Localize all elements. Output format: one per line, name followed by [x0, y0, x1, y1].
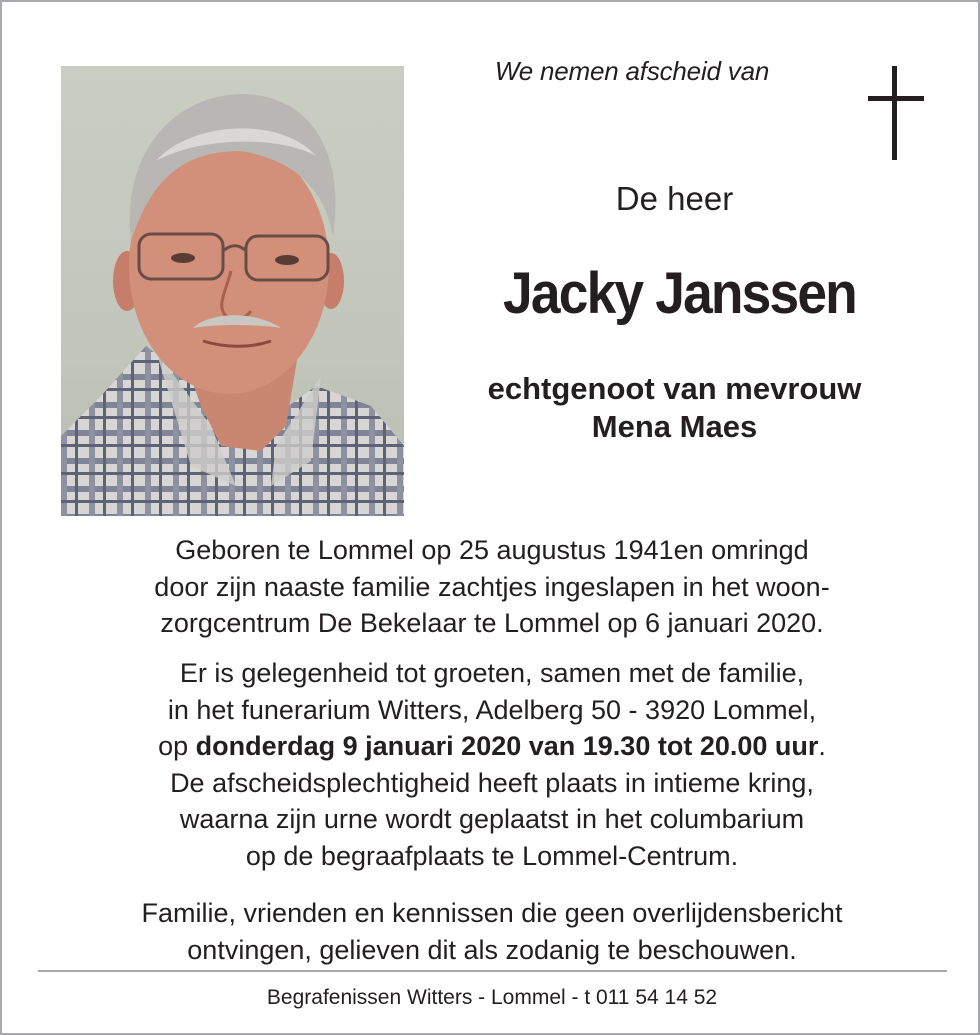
notice-paragraph: [42, 895, 942, 968]
funeral-home-footer: Begrafenissen Witters - Lommel - t 011 54 14 52: [266, 986, 718, 1009]
portrait-photo: [61, 66, 404, 516]
paragraph-line: [42, 728, 942, 765]
paragraph-line: De afscheidsplechtigheid heeft plaats in intieme kring,: [170, 767, 814, 798]
spouse-info: [442, 370, 907, 446]
divider: [38, 970, 947, 972]
paragraph-line: in het funerarium Witters, Adelberg 50 - 3920 Lommel,: [167, 694, 817, 725]
cross-icon: [868, 66, 924, 160]
portrait-image: [61, 66, 404, 516]
paragraph-line: door zijn naaste familie zachtjes ingeslapen in het woon-: [154, 571, 830, 602]
spouse-line-1: echtgenoot van mevrouw: [487, 371, 862, 406]
visitation-paragraph: [42, 655, 942, 874]
paragraph-line: zorgcentrum De Bekelaar te Lommel op 6 januari 2020.: [160, 608, 824, 638]
paragraph-line: Familie, vrienden en kennissen die geen overlijdensbericht: [141, 898, 843, 928]
spouse-line-2: Mena Maes: [591, 409, 758, 444]
birth-death-paragraph: [42, 532, 942, 642]
visitation-date-time: donderdag 9 januari 2020 van 19.30 tot 20.00 uur: [195, 731, 819, 761]
paragraph-line: Er is gelegenheid tot groeten, samen met de familie,: [179, 658, 805, 688]
deceased-name: Jacky Janssen: [503, 261, 856, 326]
paragraph-line: ontvingen, gelieven dit als zodanig te beschouwen.: [187, 934, 797, 965]
intro-text: We nemen afscheid van: [494, 56, 770, 86]
paragraph-line-prefix: op: [158, 731, 196, 761]
paragraph-line: Geboren te Lommel op 25 augustus 1941en omringd: [175, 535, 809, 565]
paragraph-line: op de begraafplaats te Lommel-Centrum.: [245, 840, 739, 871]
salutation: De heer: [615, 180, 734, 217]
paragraph-line: waarna zijn urne wordt geplaatst in het columbarium: [179, 804, 805, 834]
paragraph-line-suffix: .: [818, 731, 826, 761]
